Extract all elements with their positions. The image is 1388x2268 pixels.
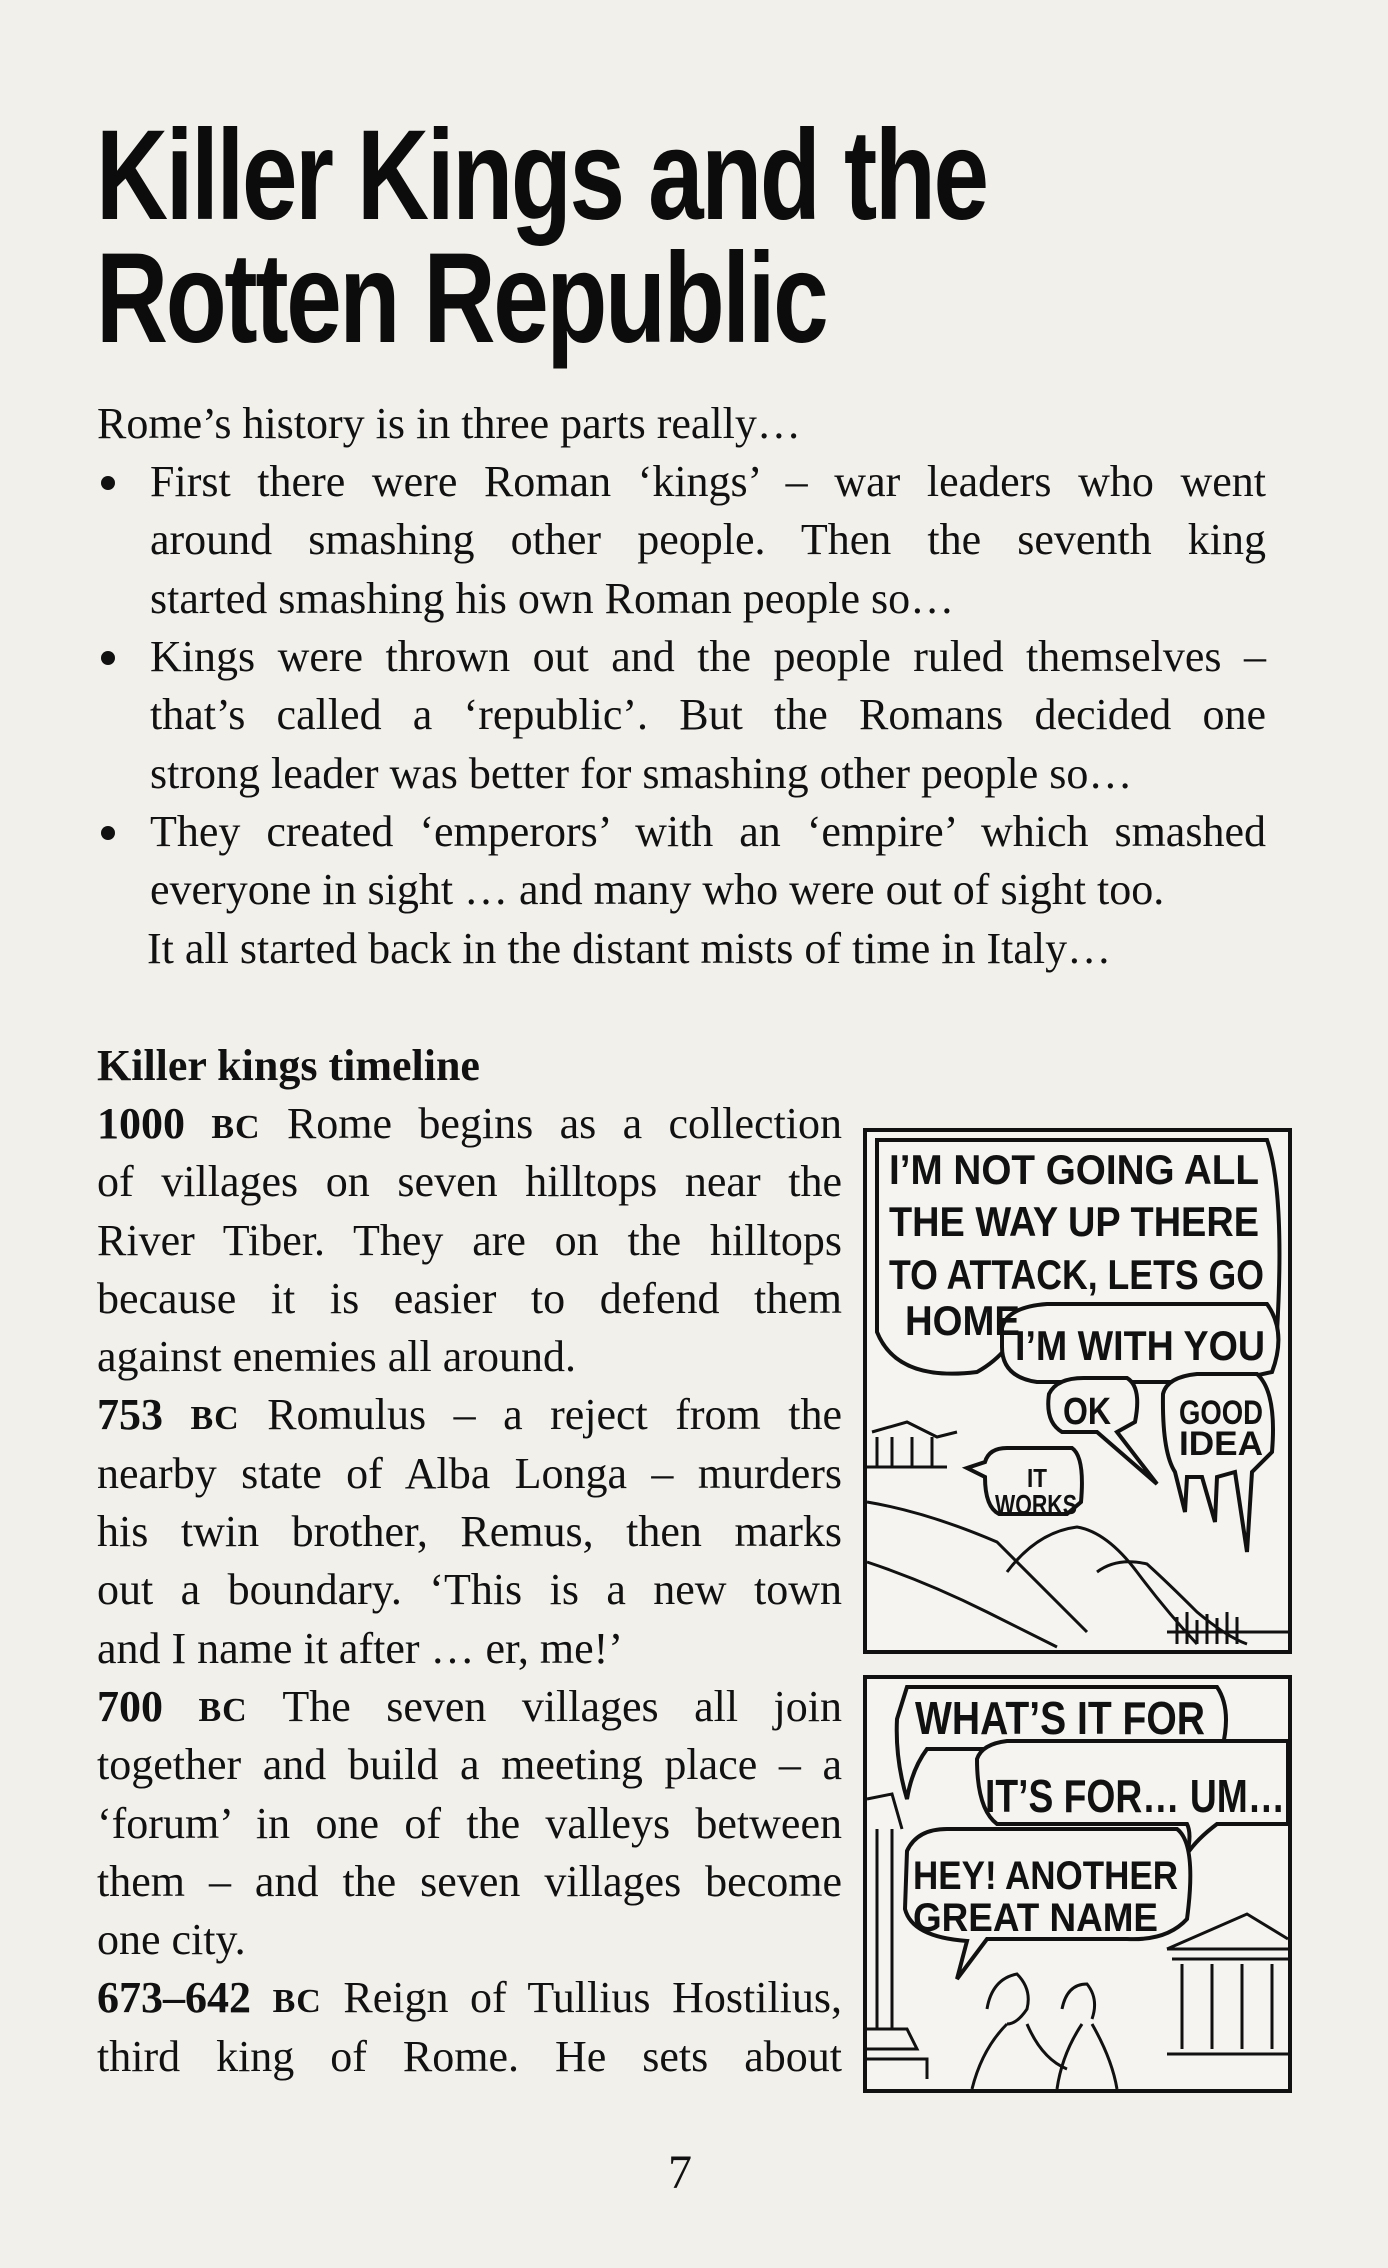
bubble-text: IDEA bbox=[1179, 1425, 1263, 1463]
bullet-1-line: started smashing his own Roman people so… bbox=[150, 574, 955, 623]
bubble-text: I’M NOT GOING ALL bbox=[889, 1146, 1259, 1193]
timeline-text: Romulus – a reject from the bbox=[267, 1390, 843, 1439]
timeline-entry-line: his twin brother, Remus, then marks bbox=[97, 1507, 842, 1556]
timeline-text: Rome begins as a collection bbox=[286, 1099, 843, 1148]
cartoon-panel-forum bbox=[863, 1675, 1292, 2093]
bullet-1-line: First there were Roman ‘kings’ – war leaders who went bbox=[150, 457, 1266, 506]
timeline-era: BC bbox=[190, 1400, 240, 1437]
bubble-text: IT bbox=[1027, 1463, 1048, 1493]
timeline-date: 673–642 bbox=[97, 1973, 251, 2022]
page-number: 7 bbox=[668, 2146, 692, 2199]
bullet-dot bbox=[101, 651, 115, 665]
timeline-date: 753 bbox=[97, 1390, 163, 1439]
timeline-entry-line: because it is easier to defend them bbox=[97, 1274, 842, 1323]
timeline-era: BC bbox=[198, 1692, 248, 1729]
timeline-date: 1000 bbox=[97, 1099, 185, 1148]
speech-text bbox=[913, 1692, 1285, 1940]
chapter-title-line-1: Killer Kings and the bbox=[96, 104, 987, 247]
bubble-text: IT’S FOR… UM… bbox=[985, 1770, 1285, 1822]
bubble-text: OK bbox=[1063, 1391, 1112, 1433]
timeline-date: 700 bbox=[97, 1682, 163, 1731]
intro-lead: Rome’s history is in three parts really… bbox=[97, 399, 801, 448]
bubble-text: THE WAY UP THERE bbox=[889, 1198, 1259, 1245]
timeline-text: The seven villages all join bbox=[282, 1682, 842, 1731]
bullet-2-line: strong leader was better for smashing other people so… bbox=[150, 749, 1133, 798]
bullet-2-line: Kings were thrown out and the people ruled themselves – bbox=[150, 632, 1266, 681]
bullet-2-line: that’s called a ‘republic’. But the Romans decided one bbox=[150, 690, 1266, 739]
bubble-text: I’M WITH YOU bbox=[1015, 1322, 1265, 1369]
bullet-3-line: They created ‘emperors’ with an ‘empire’ which smashed bbox=[150, 807, 1266, 856]
timeline-entry-line: and I name it after … er, me!’ bbox=[97, 1624, 623, 1673]
timeline-entry-line bbox=[97, 1386, 842, 1444]
bubble-text: TO ATTACK, LETS GO bbox=[889, 1251, 1264, 1298]
bubble-text: WORKS bbox=[995, 1489, 1077, 1520]
timeline-entry-line: together and build a meeting place – a bbox=[97, 1740, 842, 1789]
bubble-text: HEY! ANOTHER bbox=[913, 1854, 1179, 1898]
timeline-entry-line bbox=[97, 1095, 842, 1153]
bullet-dot bbox=[101, 476, 115, 490]
bubble-text: GOOD bbox=[1179, 1394, 1263, 1432]
timeline-entry-line bbox=[97, 1969, 842, 2027]
bubble-text: WHAT’S IT FOR bbox=[915, 1692, 1205, 1744]
bullet-dot bbox=[101, 826, 115, 840]
bubble-text: HOME bbox=[905, 1297, 1020, 1344]
timeline-entry-line: ‘forum’ in one of the valleys between bbox=[97, 1799, 842, 1848]
bubble-text: GREAT NAME bbox=[913, 1896, 1158, 1940]
timeline-entry-line: out a boundary. ‘This is a new town bbox=[97, 1565, 842, 1614]
timeline-entry-line: nearby state of Alba Longa – murders bbox=[97, 1449, 842, 1498]
intro-closing: It all started back in the distant mists of time in Italy… bbox=[147, 924, 1112, 973]
bullet-1-line: around smashing other people. Then the seventh king bbox=[150, 515, 1266, 564]
timeline-era: BC bbox=[272, 1983, 322, 2020]
chapter-title-line-2: Rotten Republic bbox=[96, 227, 827, 370]
timeline-entry-line: one city. bbox=[97, 1915, 246, 1964]
timeline-heading: Killer kings timeline bbox=[97, 1041, 480, 1090]
timeline-entry-line: them – and the seven villages become bbox=[97, 1857, 842, 1906]
timeline-entry-line bbox=[97, 1678, 842, 1736]
timeline-entry-line: against enemies all around. bbox=[97, 1332, 576, 1381]
bullet-3-line: everyone in sight … and many who were out of sight too. bbox=[150, 865, 1165, 914]
timeline-era: BC bbox=[211, 1109, 261, 1146]
cartoon-panel-hilltops bbox=[863, 1128, 1292, 1654]
timeline-entry-line: of villages on seven hilltops near the bbox=[97, 1157, 842, 1206]
timeline-text: Reign of Tullius Hostilius, bbox=[343, 1973, 843, 2022]
timeline-entry-line: third king of Rome. He sets about bbox=[97, 2032, 842, 2081]
timeline-entry-line: River Tiber. They are on the hilltops bbox=[97, 1216, 842, 1265]
